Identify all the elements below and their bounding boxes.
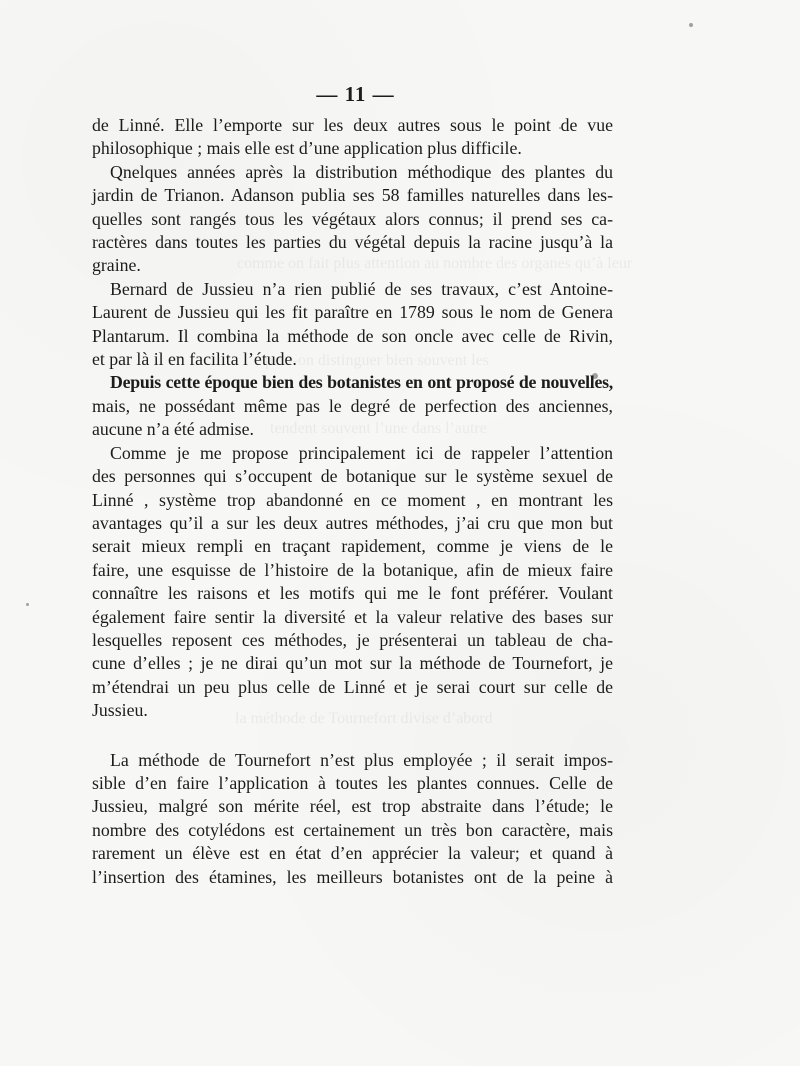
text-line: graine. xyxy=(92,255,141,276)
paragraph-gap xyxy=(92,723,613,749)
text-line: La méthode de Tournefort n’est plus employée ; il serait impos- xyxy=(110,749,613,770)
text-line: sible d’en faire l’application à toutes les plantes connues. Celle de xyxy=(92,772,613,793)
text-line: de Linné. Elle l’emporte sur les deux autres sous le point de vue xyxy=(92,115,613,135)
text-line: faire, une esquisse de l’histoire de la botanique, afin de mieux faire xyxy=(92,559,613,580)
text-line: Jussieu. xyxy=(92,700,148,721)
text-line: également faire sentir la diversité et la valeur relative des bases sur xyxy=(92,606,613,627)
text-line: m’étendrai un peu plus celle de Linné et je serai court sur celle de xyxy=(92,676,613,697)
body-text xyxy=(92,114,613,889)
text-line: mais, ne possédant même pas le degré de perfection des anciennes, xyxy=(92,395,613,416)
paragraph xyxy=(92,749,613,889)
show-through-text: la méthode de Tournefort divise d’abord xyxy=(235,710,493,727)
text-line: Bernard de Jussieu n’a rien publié de ses travaux, c’est Antoine- xyxy=(110,278,613,299)
paragraph xyxy=(92,371,613,441)
text-line: jardin de Trianon. Adanson publia ses 58 familles naturelles dans les- xyxy=(92,185,613,206)
text-line: nombre des cotylédons est certainement un très bon caractère, mais xyxy=(92,819,613,840)
ink-speck xyxy=(689,23,693,27)
paragraph xyxy=(92,278,613,372)
text-line: Jussieu, malgré son mérite réel, est trop abstraite dans l’étude; le xyxy=(92,796,613,817)
text-line: ractères dans toutes les parties du végétal depuis la racine jusqu’à la xyxy=(92,232,613,253)
show-through-text: comme on fait plus attention au nombre des organes qu’à leur xyxy=(237,255,633,272)
show-through-text: peut-on distinguer bien souvent les xyxy=(265,352,489,369)
text-line: aucune n’a été admise. xyxy=(92,419,254,440)
text-line: Plantarum. Il combina la méthode de son oncle avec celle de Rivin, xyxy=(92,325,613,346)
text-line: avantages qu’il a sur les deux autres méthodes, j’ai cru que mon but xyxy=(92,512,613,533)
text-line: l’insertion des étamines, les meilleurs botanistes ont de la peine à xyxy=(92,866,613,887)
paragraph xyxy=(92,161,613,278)
text-line: cune d’elles ; je ne dirai qu’un mot sur la méthode de Tournefort, je xyxy=(92,653,613,674)
text-line: rarement un élève est en état d’en apprécier la valeur; et quand à xyxy=(92,843,613,864)
text-line: Qnelques années après la distribution méthodique des plantes du xyxy=(110,161,613,182)
text-line: connaître les raisons et les motifs qui me le font préférer. Voulant xyxy=(92,583,613,604)
text-line: et par là il en facilita l’étude. xyxy=(92,349,297,370)
text-line: Comme je me propose principalement ici de rappeler l’attention xyxy=(110,442,613,463)
ink-speck xyxy=(26,603,29,606)
text-line: Depuis cette époque bien des botanistes en ont proposé de nouvelles, xyxy=(110,372,613,393)
text-line: des personnes qui s’occupent de botanique sur le système sexuel de xyxy=(92,466,613,487)
text-line: Laurent de Jussieu qui les fit paraître en 1789 sous le nom de Genera xyxy=(92,302,613,323)
paragraph xyxy=(92,442,613,723)
text-line: serait mieux rempli en traçant rapidement, comme je viens de le xyxy=(92,536,613,557)
text-line: quelles sont rangés tous les végétaux alors connus; il prend ses ca- xyxy=(92,208,613,229)
text-line: lesquelles reposent ces méthodes, je présenterai un tableau de cha- xyxy=(92,629,613,650)
paragraph xyxy=(92,114,613,161)
text-line: Linné , système trop abandonné en ce moment , en montrant les xyxy=(92,489,613,510)
text-line: philosophique ; mais elle est d’une application plus difficile. xyxy=(92,138,522,159)
show-through-text: tendent souvent l’une dans l’autre xyxy=(270,420,487,437)
page-number: — 11 — xyxy=(316,82,395,106)
